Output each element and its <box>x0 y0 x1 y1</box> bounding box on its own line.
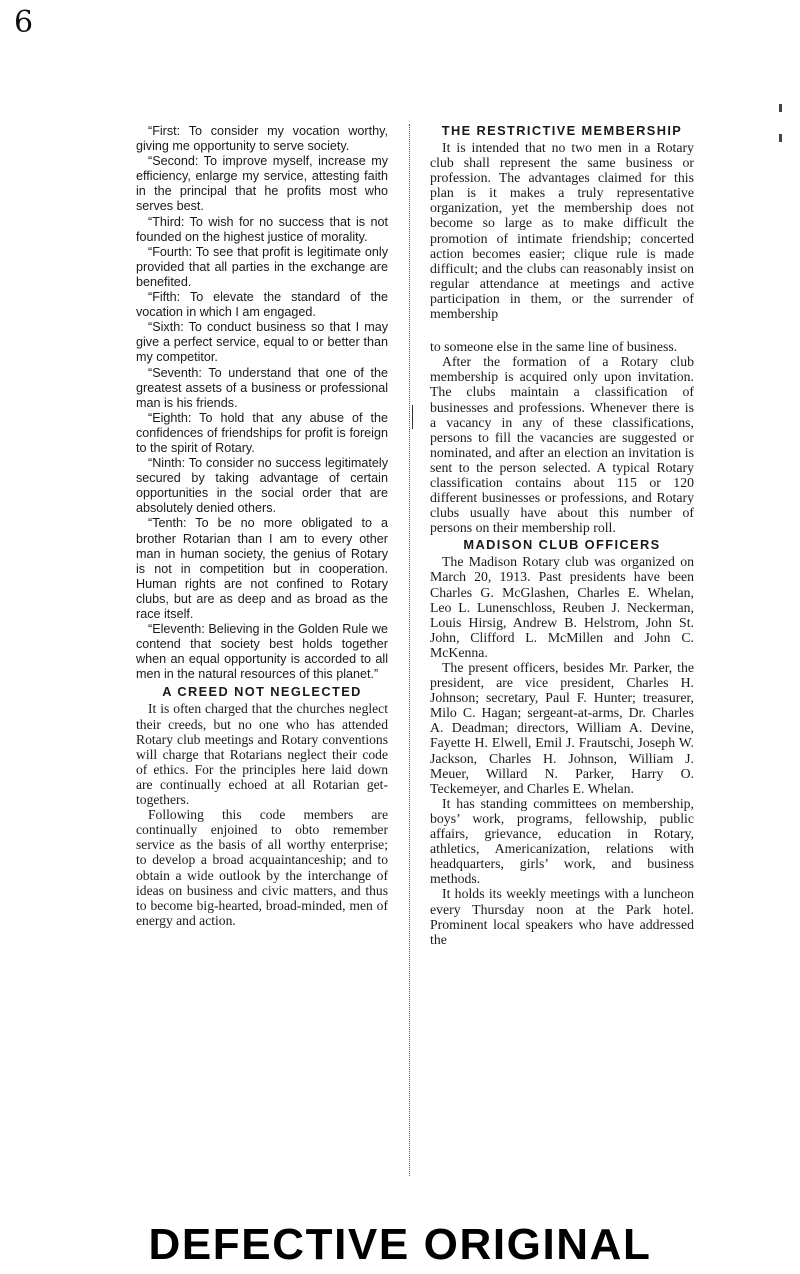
officers-paragraph: The present officers, besides Mr. Parker, the president, are vice president, Charles H. Johnson; secretary, Paul F. Hunter; treasurer, Milo C. Hagan; sergeant-at-arms, Dr. Charles A. Deadman; directors, William A. Devine, Fayette H. Elwell, Emil J. Frautschi, Joseph W. Jackson, Charles H. Johnson, William J. Meuer, Willard N. Parker, Harry O. Teckemeyer, and Charles E. Whelan. <box>430 660 694 796</box>
creed-not-neglected-body <box>136 701 388 927</box>
officers-paragraph: It holds its weekly meetings with a luncheon every Thursday noon at the Park hotel. Prominent local speakers who have addressed the <box>430 886 694 947</box>
officers-paragraph: The Madison Rotary club was organized on March 20, 1913. Past presidents have been Charles G. McGlashen, Charles E. Whelan, Leo L. Lunenschloss, Reuben J. Neckerman, Louis Hirsig, Andrew B. Helstrom, John St. John, Clifford L. McMillen and John C. McKenna. <box>430 554 694 660</box>
creed-ninth: “Ninth: To consider no success legitimately secured by taking advantage of certain opportunities in the social order that are absolutely denied others. <box>136 456 388 516</box>
creed-first: “First: To consider my vocation worthy, giving me opportunity to serve society. <box>136 124 388 154</box>
creed-eighth: “Eighth: To hold that any abuse of the confidences of friendships for profit is foreign to the spirit of Rotary. <box>136 410 388 455</box>
defective-original-stamp: DEFECTIVE ORIGINAL <box>148 1220 652 1269</box>
creed-eleventh: “Eleventh: Believing in the Golden Rule we contend that society best holds together when an equal opportunity is accorded to all men in the natural resources of this planet.” <box>136 622 388 682</box>
block-gap <box>430 321 694 339</box>
creed-sixth: “Sixth: To conduct business so that I may give a perfect service, equal to or better than my competitor. <box>136 320 388 365</box>
creed-fifth: “Fifth: To elevate the standard of the vocation in which I am engaged. <box>136 290 388 320</box>
column-divider-mark <box>412 405 413 429</box>
margin-mark <box>779 134 782 142</box>
page-number: 6 <box>14 5 34 40</box>
creed-tenth: “Tenth: To be no more obligated to a brother Rotarian than I am to every other man in human society, the genius of Rotary is not in competition but in cooperation. Human rights are not confined to Rotary clubs, but are as deep and as broad as the race itself. <box>136 516 388 621</box>
right-column <box>430 124 694 1176</box>
margin-mark <box>779 104 782 112</box>
creed-third: “Third: To wish for no success that is not founded on the highest justice of morality. <box>136 214 388 244</box>
membership-paragraph-continued: to someone else in the same line of business. <box>430 339 678 355</box>
membership-paragraph: After the formation of a Rotary club membership is acquired only upon invitation. The clubs maintain a classification of businesses and professions. Whenever there is a vacancy in any of these classifications, persons to fill the vacancies are suggested or nominated, and after an election an invitation is sent to the person selected. A typical Rotary classification contains about 115 or 120 different businesses or professions, and Rotary clubs usually have about this number of persons on their membership roll. <box>430 354 694 536</box>
article-paragraph: Following this code members are continually enjoined to obto remember service as the basis of all worthy enterprise; to develop a broad acquaintanceship; and to obtain a wide outlook by the interchange of ideas on business and civic matters, and thus to become big-hearted, broad-minded, men of energy and action. <box>136 807 388 928</box>
membership-paragraph: It is intended that no two men in a Rotary club shall represent the same business or profession. The advantages claimed for this plan is it makes a truly representative organization, yet the membership does not become so large as to make difficult the promotion of intimate friendship; concerted action becomes easier; clique rule is made difficult; and the clubs can reasonably insist on regular attendance at meetings and active participation in them, or the surrender of membership <box>430 140 694 322</box>
creed-fourth: “Fourth: To see that profit is legitimate only provided that all parties in the exchange are benefited. <box>136 244 388 289</box>
left-column <box>136 124 388 1176</box>
officers-paragraph: It has standing committees on membership, boys’ work, programs, fellowship, public affairs, grievance, education in Rotary, athletics, Americanization, relations with headquarters, girls’ work, and business methods. <box>430 795 694 887</box>
creed-seventh: “Seventh: To understand that one of the greatest assets of a business or professional man is his friends. <box>136 365 388 410</box>
madison-club-officers-heading: MADISON CLUB OFFICERS <box>463 537 661 553</box>
creed-second: “Second: To improve myself, increase my efficiency, enlarge my service, attesting faith in the principal that he profits most who serves best. <box>136 154 388 214</box>
column-divider <box>409 124 411 1176</box>
creed-not-neglected-heading: A CREED NOT NEGLECTED <box>162 684 362 700</box>
restrictive-membership-heading: THE RESTRICTIVE MEMBERSHIP <box>441 123 683 138</box>
article-paragraph: It is often charged that the churches neglect their creeds, but no one who has attended Rotary club meetings and Rotary conventions will charge that Rotarians neglect their code of ethics. For the principles here laid down are continually echoed at all Rotarian get-togethers. <box>136 701 388 808</box>
